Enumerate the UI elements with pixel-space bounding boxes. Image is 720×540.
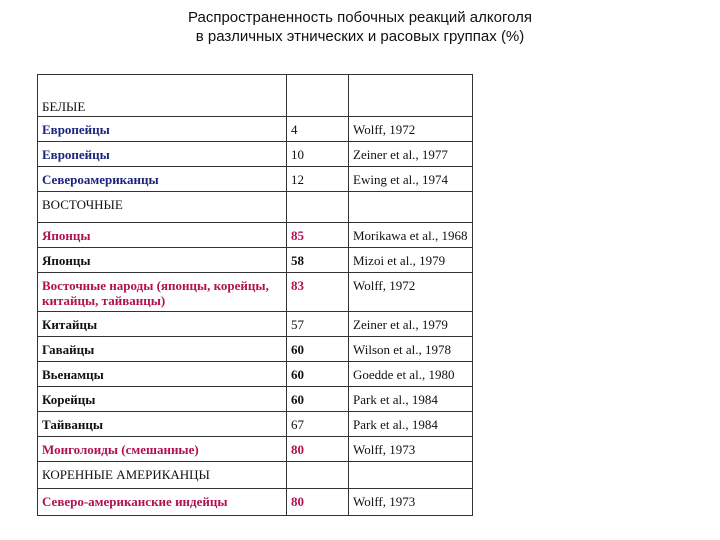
value-cell: 60: [287, 362, 349, 387]
value-cell: 60: [287, 387, 349, 412]
source-cell: Wolff, 1972: [349, 273, 473, 312]
population-cell: Восточные народы (японцы, корейцы, китайцы, тайванцы): [38, 273, 287, 312]
table-row: [38, 117, 473, 142]
value-cell: 67: [287, 412, 349, 437]
population-cell: Северо-американские индейцы: [38, 489, 287, 516]
table-row: [38, 273, 473, 312]
value-cell: 57: [287, 312, 349, 337]
table-row: [38, 337, 473, 362]
population-cell: Североамериканцы: [38, 167, 287, 192]
population-cell: Японцы: [38, 223, 287, 248]
population-cell: Монголоиды (смешанные): [38, 437, 287, 462]
value-cell: 83: [287, 273, 349, 312]
source-cell: Park et al., 1984: [349, 387, 473, 412]
group-row-whites: [38, 75, 473, 117]
table-row: [38, 362, 473, 387]
population-cell: Тайванцы: [38, 412, 287, 437]
table-row: [38, 387, 473, 412]
table-row: [38, 223, 473, 248]
table-row: [38, 412, 473, 437]
value-cell: 12: [287, 167, 349, 192]
group-row-native-americans: [38, 462, 473, 489]
table-row: [38, 437, 473, 462]
value-cell: 80: [287, 437, 349, 462]
source-cell: Wolff, 1972: [349, 117, 473, 142]
group-label: БЕЛЫЕ: [38, 75, 287, 117]
table-row: [38, 248, 473, 273]
source-cell: Zeiner et al., 1977: [349, 142, 473, 167]
value-cell: 4: [287, 117, 349, 142]
value-cell: 80: [287, 489, 349, 516]
source-cell: Wolff, 1973: [349, 489, 473, 516]
value-cell: 58: [287, 248, 349, 273]
population-cell: Гавайцы: [38, 337, 287, 362]
value-cell: 10: [287, 142, 349, 167]
population-cell: Европейцы: [38, 142, 287, 167]
source-cell: Morikawa et al., 1968: [349, 223, 473, 248]
page-title: [0, 8, 720, 46]
group-label: ВОСТОЧНЫЕ: [38, 192, 287, 223]
population-cell: Китайцы: [38, 312, 287, 337]
table-row: [38, 489, 473, 516]
population-cell: Вьенамцы: [38, 362, 287, 387]
source-cell: Park et al., 1984: [349, 412, 473, 437]
title-line-2: в различных этнических и расовых группах (%): [195, 28, 525, 45]
source-cell: Wilson et al., 1978: [349, 337, 473, 362]
source-cell: Goedde et al., 1980: [349, 362, 473, 387]
title-line-1: Распространенность побочных реакций алкоголя: [187, 9, 533, 26]
group-label: КОРЕННЫЕ АМЕРИКАНЦЫ: [38, 462, 287, 489]
group-row-easterners: [38, 192, 473, 223]
source-cell: Wolff, 1973: [349, 437, 473, 462]
population-cell: Европейцы: [38, 117, 287, 142]
table-row: [38, 167, 473, 192]
value-cell: 60: [287, 337, 349, 362]
source-cell: Zeiner et al., 1979: [349, 312, 473, 337]
source-cell: Ewing et al., 1974: [349, 167, 473, 192]
value-cell: 85: [287, 223, 349, 248]
population-cell: Японцы: [38, 248, 287, 273]
table-row: [38, 312, 473, 337]
population-cell: Корейцы: [38, 387, 287, 412]
reactions-table: [37, 74, 473, 516]
source-cell: Mizoi et al., 1979: [349, 248, 473, 273]
table-row: [38, 142, 473, 167]
